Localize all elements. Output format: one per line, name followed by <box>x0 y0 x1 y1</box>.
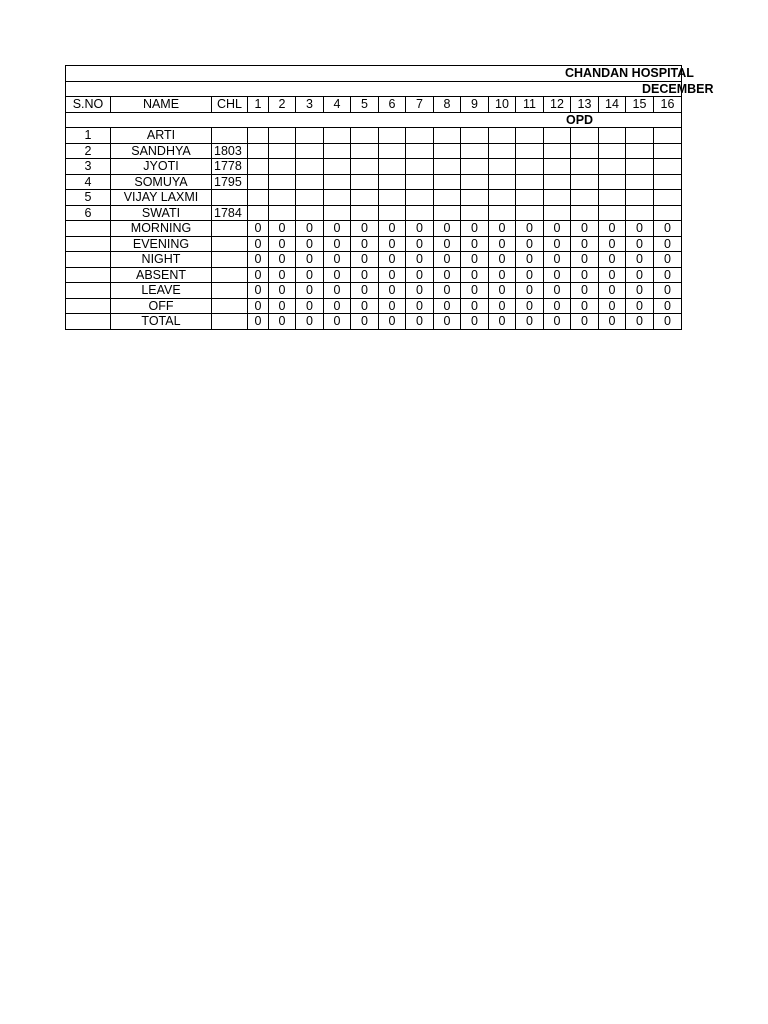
staff-name[interactable]: JYOTI <box>111 159 212 175</box>
summary-value: 0 <box>351 236 379 252</box>
summary-value: 0 <box>544 298 571 314</box>
summary-label: EVENING <box>111 236 212 252</box>
summary-label: OFF <box>111 298 212 314</box>
shift-cell[interactable] <box>248 205 269 221</box>
summary-sno-cell <box>66 221 111 237</box>
summary-value: 0 <box>269 267 296 283</box>
summary-value: 0 <box>654 283 682 299</box>
summary-value: 0 <box>626 298 654 314</box>
shift-cell[interactable] <box>269 159 296 175</box>
summary-value: 0 <box>626 221 654 237</box>
shift-cell[interactable] <box>296 205 324 221</box>
summary-value: 0 <box>654 221 682 237</box>
shift-cell[interactable] <box>626 205 654 221</box>
shift-cell[interactable] <box>654 128 682 144</box>
shift-cell[interactable] <box>544 128 571 144</box>
summary-value: 0 <box>544 221 571 237</box>
shift-cell[interactable] <box>489 205 516 221</box>
shift-cell[interactable] <box>406 174 434 190</box>
shift-cell[interactable] <box>248 128 269 144</box>
shift-cell[interactable] <box>626 143 654 159</box>
staff-name[interactable]: SANDHYA <box>111 143 212 159</box>
summary-value: 0 <box>599 298 626 314</box>
summary-value: 0 <box>544 236 571 252</box>
summary-value: 0 <box>406 252 434 268</box>
summary-value: 0 <box>516 221 544 237</box>
duty-roster-sheet <box>65 65 714 330</box>
shift-cell[interactable] <box>626 174 654 190</box>
shift-cell[interactable] <box>599 174 626 190</box>
shift-cell[interactable] <box>571 190 599 206</box>
shift-cell[interactable] <box>351 159 379 175</box>
shift-cell[interactable] <box>654 205 682 221</box>
summary-value: 0 <box>489 314 516 330</box>
summary-label: TOTAL <box>111 314 212 330</box>
shift-cell[interactable] <box>351 174 379 190</box>
shift-cell[interactable] <box>406 205 434 221</box>
shift-cell[interactable] <box>351 205 379 221</box>
shift-cell[interactable] <box>269 128 296 144</box>
summary-value: 0 <box>406 298 434 314</box>
shift-cell[interactable] <box>406 143 434 159</box>
shift-cell[interactable] <box>571 159 599 175</box>
shift-cell[interactable] <box>599 159 626 175</box>
shift-cell[interactable] <box>248 174 269 190</box>
summary-value: 0 <box>269 252 296 268</box>
summary-value: 0 <box>248 314 269 330</box>
summary-sno-cell <box>66 283 111 299</box>
staff-chl[interactable] <box>212 128 248 144</box>
summary-chl-cell <box>212 314 248 330</box>
shift-cell[interactable] <box>544 174 571 190</box>
shift-cell[interactable] <box>626 159 654 175</box>
summary-row-off <box>66 298 682 314</box>
summary-value: 0 <box>489 283 516 299</box>
summary-value: 0 <box>626 236 654 252</box>
shift-cell[interactable] <box>434 128 461 144</box>
summary-value: 0 <box>324 314 351 330</box>
staff-row <box>66 143 682 159</box>
staff-name[interactable]: SWATI <box>111 205 212 221</box>
shift-cell[interactable] <box>516 159 544 175</box>
summary-chl-cell <box>212 221 248 237</box>
shift-cell[interactable] <box>461 205 489 221</box>
summary-value: 0 <box>516 252 544 268</box>
staff-sno[interactable]: 6 <box>66 205 111 221</box>
staff-sno[interactable]: 5 <box>66 190 111 206</box>
summary-value: 0 <box>599 252 626 268</box>
summary-value: 0 <box>461 221 489 237</box>
staff-chl[interactable]: 1784 <box>212 205 248 221</box>
shift-cell[interactable] <box>571 143 599 159</box>
staff-sno[interactable]: 2 <box>66 143 111 159</box>
summary-value: 0 <box>516 267 544 283</box>
shift-cell[interactable] <box>351 128 379 144</box>
summary-value: 0 <box>406 221 434 237</box>
shift-cell[interactable] <box>379 143 406 159</box>
shift-cell[interactable] <box>516 174 544 190</box>
summary-chl-cell <box>212 283 248 299</box>
shift-cell[interactable] <box>489 190 516 206</box>
shift-cell[interactable] <box>324 143 351 159</box>
summary-chl-cell <box>212 267 248 283</box>
hospital-title-text: CHANDAN HOSPITAL <box>565 66 694 80</box>
summary-value: 0 <box>434 236 461 252</box>
month-title <box>66 81 714 97</box>
shift-cell[interactable] <box>516 143 544 159</box>
staff-row <box>66 159 682 175</box>
summary-value: 0 <box>296 252 324 268</box>
summary-value: 0 <box>351 298 379 314</box>
shift-cell[interactable] <box>248 143 269 159</box>
month-title-text: DECEMBER <box>642 81 714 96</box>
month-row <box>66 81 682 97</box>
summary-value: 0 <box>269 283 296 299</box>
shift-cell[interactable] <box>626 190 654 206</box>
shift-cell[interactable] <box>544 159 571 175</box>
summary-value: 0 <box>296 267 324 283</box>
staff-chl[interactable]: 1778 <box>212 159 248 175</box>
staff-sno[interactable]: 3 <box>66 159 111 175</box>
summary-value: 0 <box>571 283 599 299</box>
summary-value: 0 <box>516 236 544 252</box>
summary-value: 0 <box>434 252 461 268</box>
summary-value: 0 <box>379 314 406 330</box>
summary-value: 0 <box>248 221 269 237</box>
header-name: NAME <box>111 97 212 113</box>
summary-value: 0 <box>544 283 571 299</box>
shift-cell[interactable] <box>571 174 599 190</box>
header-day-4: 4 <box>324 97 351 113</box>
shift-cell[interactable] <box>434 190 461 206</box>
summary-value: 0 <box>516 314 544 330</box>
summary-value: 0 <box>599 236 626 252</box>
summary-value: 0 <box>434 267 461 283</box>
staff-chl[interactable]: 1803 <box>212 143 248 159</box>
summary-value: 0 <box>599 314 626 330</box>
summary-value: 0 <box>489 236 516 252</box>
header-row <box>66 97 682 113</box>
summary-label: LEAVE <box>111 283 212 299</box>
shift-cell[interactable] <box>434 143 461 159</box>
header-day-15: 15 <box>626 97 654 113</box>
shift-cell[interactable] <box>544 190 571 206</box>
summary-value: 0 <box>296 221 324 237</box>
summary-value: 0 <box>434 298 461 314</box>
summary-value: 0 <box>654 252 682 268</box>
staff-name[interactable]: ARTI <box>111 128 212 144</box>
summary-value: 0 <box>626 267 654 283</box>
shift-cell[interactable] <box>516 205 544 221</box>
summary-label: ABSENT <box>111 267 212 283</box>
summary-value: 0 <box>351 314 379 330</box>
staff-name[interactable]: SOMUYA <box>111 174 212 190</box>
summary-value: 0 <box>626 252 654 268</box>
summary-chl-cell <box>212 252 248 268</box>
shift-cell[interactable] <box>296 128 324 144</box>
summary-value: 0 <box>296 298 324 314</box>
summary-value: 0 <box>461 267 489 283</box>
shift-cell[interactable] <box>489 128 516 144</box>
duty-roster-table <box>65 65 714 330</box>
summary-value: 0 <box>324 298 351 314</box>
summary-value: 0 <box>324 221 351 237</box>
shift-cell[interactable] <box>351 190 379 206</box>
summary-value: 0 <box>571 252 599 268</box>
summary-value: 0 <box>461 314 489 330</box>
summary-value: 0 <box>544 267 571 283</box>
summary-label: NIGHT <box>111 252 212 268</box>
summary-row-leave <box>66 283 682 299</box>
summary-value: 0 <box>599 221 626 237</box>
shift-cell[interactable] <box>269 143 296 159</box>
shift-cell[interactable] <box>489 174 516 190</box>
shift-cell[interactable] <box>248 159 269 175</box>
summary-sno-cell <box>66 298 111 314</box>
summary-value: 0 <box>516 283 544 299</box>
summary-row-morning <box>66 221 682 237</box>
summary-chl-cell <box>212 236 248 252</box>
staff-name[interactable]: VIJAY LAXMI <box>111 190 212 206</box>
shift-cell[interactable] <box>516 128 544 144</box>
header-day-16: 16 <box>654 97 682 113</box>
shift-cell[interactable] <box>406 190 434 206</box>
summary-value: 0 <box>379 267 406 283</box>
shift-cell[interactable] <box>406 159 434 175</box>
shift-cell[interactable] <box>324 128 351 144</box>
hospital-title <box>66 66 694 82</box>
summary-value: 0 <box>489 298 516 314</box>
shift-cell[interactable] <box>406 128 434 144</box>
staff-sno[interactable]: 4 <box>66 174 111 190</box>
shift-cell[interactable] <box>461 143 489 159</box>
header-day-9: 9 <box>461 97 489 113</box>
summary-value: 0 <box>544 314 571 330</box>
summary-value: 0 <box>406 267 434 283</box>
header-chl: CHL <box>212 97 248 113</box>
staff-chl[interactable] <box>212 190 248 206</box>
summary-value: 0 <box>571 236 599 252</box>
shift-cell[interactable] <box>351 143 379 159</box>
summary-value: 0 <box>351 221 379 237</box>
shift-cell[interactable] <box>248 190 269 206</box>
header-day-8: 8 <box>434 97 461 113</box>
summary-value: 0 <box>248 236 269 252</box>
summary-value: 0 <box>626 314 654 330</box>
department-label: OPD <box>66 112 682 128</box>
summary-value: 0 <box>461 298 489 314</box>
summary-value: 0 <box>269 314 296 330</box>
summary-label: MORNING <box>111 221 212 237</box>
header-day-3: 3 <box>296 97 324 113</box>
summary-value: 0 <box>379 298 406 314</box>
header-day-5: 5 <box>351 97 379 113</box>
shift-cell[interactable] <box>544 143 571 159</box>
summary-value: 0 <box>351 252 379 268</box>
shift-cell[interactable] <box>599 143 626 159</box>
summary-value: 0 <box>324 252 351 268</box>
summary-value: 0 <box>248 283 269 299</box>
shift-cell[interactable] <box>654 174 682 190</box>
summary-value: 0 <box>434 221 461 237</box>
summary-value: 0 <box>296 236 324 252</box>
summary-row-total <box>66 314 682 330</box>
summary-value: 0 <box>406 314 434 330</box>
summary-value: 0 <box>434 314 461 330</box>
summary-value: 0 <box>654 267 682 283</box>
shift-cell[interactable] <box>269 190 296 206</box>
shift-cell[interactable] <box>516 190 544 206</box>
summary-row-night <box>66 252 682 268</box>
shift-cell[interactable] <box>269 174 296 190</box>
header-day-12: 12 <box>544 97 571 113</box>
summary-value: 0 <box>654 298 682 314</box>
shift-cell[interactable] <box>296 190 324 206</box>
summary-value: 0 <box>248 298 269 314</box>
summary-value: 0 <box>406 236 434 252</box>
summary-value: 0 <box>296 314 324 330</box>
shift-cell[interactable] <box>599 205 626 221</box>
summary-value: 0 <box>489 267 516 283</box>
summary-row-absent <box>66 267 682 283</box>
shift-cell[interactable] <box>296 143 324 159</box>
shift-cell[interactable] <box>379 190 406 206</box>
shift-cell[interactable] <box>654 159 682 175</box>
header-day-6: 6 <box>379 97 406 113</box>
shift-cell[interactable] <box>599 128 626 144</box>
shift-cell[interactable] <box>379 205 406 221</box>
summary-value: 0 <box>379 221 406 237</box>
summary-value: 0 <box>461 236 489 252</box>
shift-cell[interactable] <box>599 190 626 206</box>
summary-value: 0 <box>269 221 296 237</box>
summary-value: 0 <box>248 252 269 268</box>
header-day-10: 10 <box>489 97 516 113</box>
summary-sno-cell <box>66 236 111 252</box>
staff-row <box>66 128 682 144</box>
summary-value: 0 <box>269 236 296 252</box>
summary-value: 0 <box>571 267 599 283</box>
shift-cell[interactable] <box>379 128 406 144</box>
shift-cell[interactable] <box>296 159 324 175</box>
shift-cell[interactable] <box>654 143 682 159</box>
header-day-2: 2 <box>269 97 296 113</box>
header-sno: S.NO <box>66 97 111 113</box>
summary-value: 0 <box>379 236 406 252</box>
shift-cell[interactable] <box>379 159 406 175</box>
header-day-13: 13 <box>571 97 599 113</box>
summary-value: 0 <box>571 298 599 314</box>
summary-value: 0 <box>571 221 599 237</box>
shift-cell[interactable] <box>461 128 489 144</box>
summary-value: 0 <box>654 236 682 252</box>
summary-value: 0 <box>599 267 626 283</box>
summary-value: 0 <box>461 252 489 268</box>
shift-cell[interactable] <box>626 128 654 144</box>
department-row <box>66 112 682 128</box>
summary-value: 0 <box>571 314 599 330</box>
staff-row <box>66 174 682 190</box>
shift-cell[interactable] <box>544 205 571 221</box>
summary-value: 0 <box>248 267 269 283</box>
summary-value: 0 <box>351 267 379 283</box>
shift-cell[interactable] <box>461 159 489 175</box>
summary-value: 0 <box>406 283 434 299</box>
shift-cell[interactable] <box>571 128 599 144</box>
summary-value: 0 <box>654 314 682 330</box>
staff-chl[interactable]: 1795 <box>212 174 248 190</box>
header-day-1: 1 <box>248 97 269 113</box>
summary-chl-cell <box>212 298 248 314</box>
summary-sno-cell <box>66 252 111 268</box>
summary-value: 0 <box>379 283 406 299</box>
summary-value: 0 <box>434 283 461 299</box>
staff-sno[interactable]: 1 <box>66 128 111 144</box>
summary-value: 0 <box>489 221 516 237</box>
summary-value: 0 <box>324 236 351 252</box>
summary-row-evening <box>66 236 682 252</box>
shift-cell[interactable] <box>434 174 461 190</box>
title-row <box>66 66 682 82</box>
shift-cell[interactable] <box>571 205 599 221</box>
shift-cell[interactable] <box>324 205 351 221</box>
shift-cell[interactable] <box>461 174 489 190</box>
shift-cell[interactable] <box>324 159 351 175</box>
staff-row <box>66 205 682 221</box>
header-day-11: 11 <box>516 97 544 113</box>
summary-value: 0 <box>324 267 351 283</box>
summary-value: 0 <box>626 283 654 299</box>
shift-cell[interactable] <box>324 190 351 206</box>
shift-cell[interactable] <box>489 143 516 159</box>
header-day-7: 7 <box>406 97 434 113</box>
summary-value: 0 <box>461 283 489 299</box>
shift-cell[interactable] <box>434 159 461 175</box>
shift-cell[interactable] <box>489 159 516 175</box>
header-day-14: 14 <box>599 97 626 113</box>
summary-value: 0 <box>544 252 571 268</box>
summary-value: 0 <box>379 252 406 268</box>
summary-value: 0 <box>516 298 544 314</box>
summary-value: 0 <box>489 252 516 268</box>
summary-sno-cell <box>66 267 111 283</box>
summary-value: 0 <box>599 283 626 299</box>
summary-value: 0 <box>324 283 351 299</box>
shift-cell[interactable] <box>379 174 406 190</box>
summary-value: 0 <box>351 283 379 299</box>
summary-value: 0 <box>296 283 324 299</box>
shift-cell[interactable] <box>434 205 461 221</box>
summary-value: 0 <box>269 298 296 314</box>
shift-cell[interactable] <box>324 174 351 190</box>
shift-cell[interactable] <box>296 174 324 190</box>
shift-cell[interactable] <box>461 190 489 206</box>
shift-cell[interactable] <box>654 190 682 206</box>
summary-sno-cell <box>66 314 111 330</box>
shift-cell[interactable] <box>269 205 296 221</box>
staff-row <box>66 190 682 206</box>
